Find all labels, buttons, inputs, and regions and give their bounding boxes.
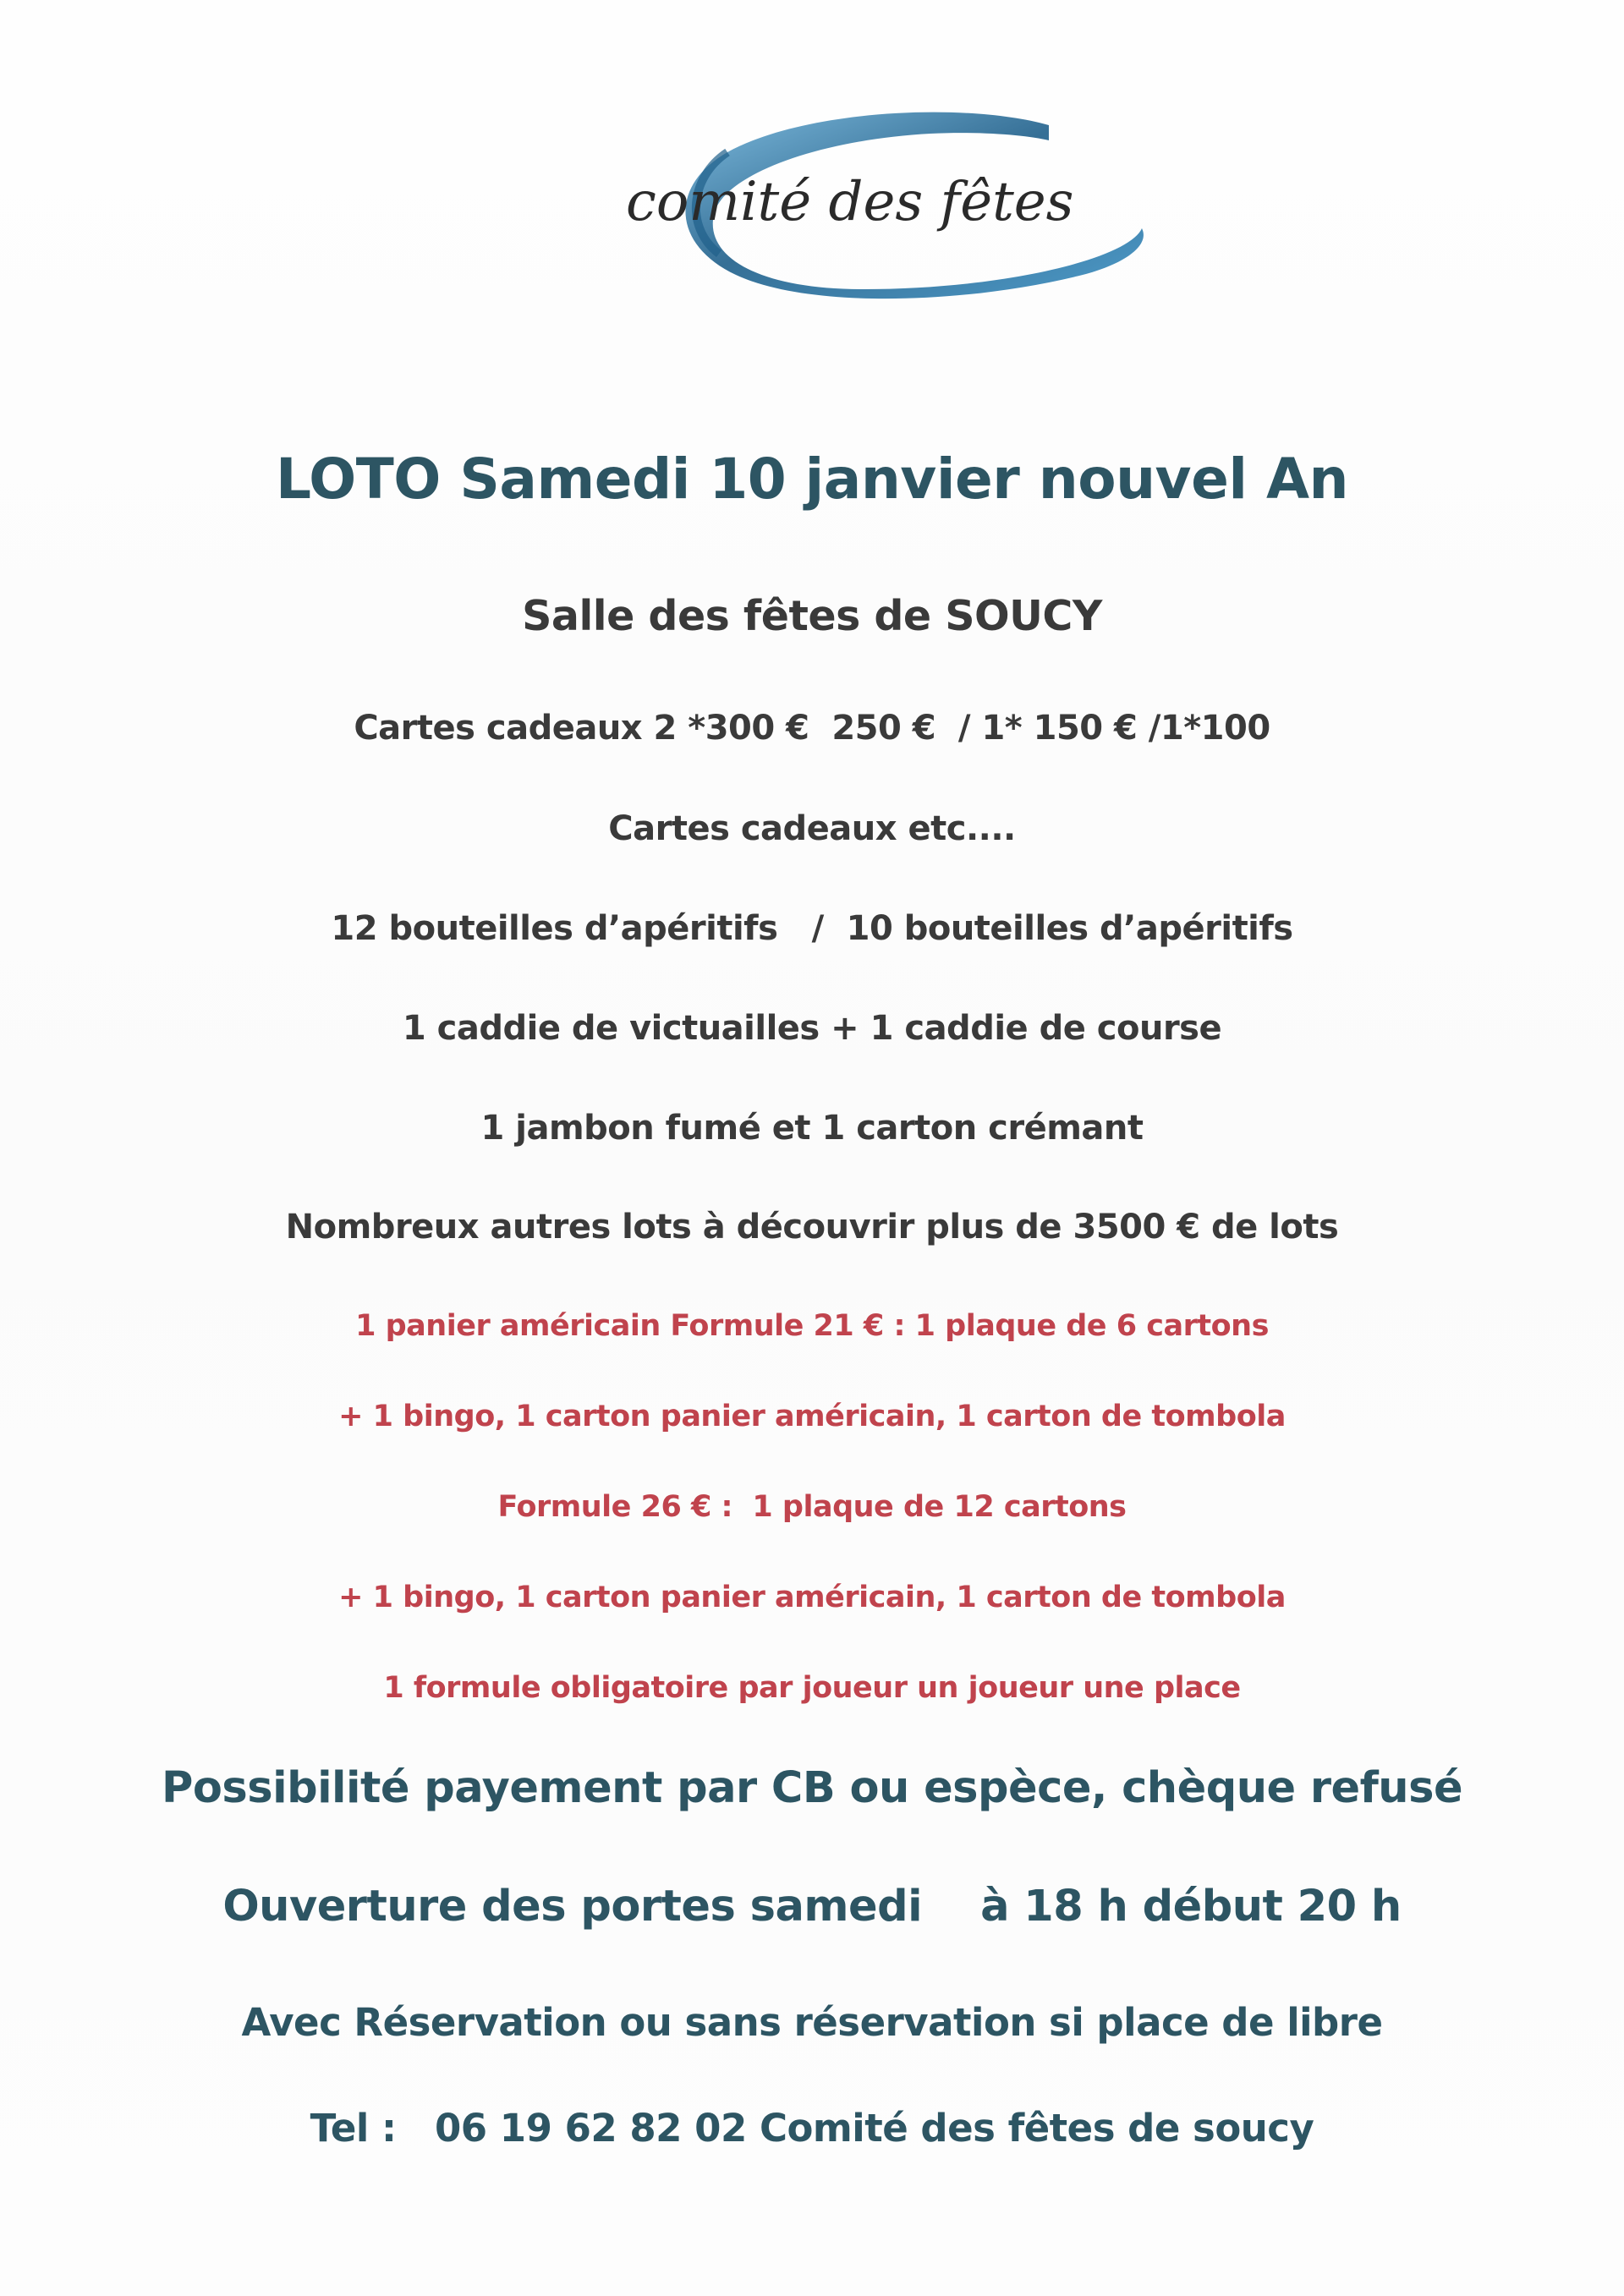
opening-hours: Ouverture des portes samedi à 18 h début 20 h <box>222 1882 1402 1932</box>
contact-phone: Tel : 06 19 62 82 02 Comité des fêtes de soucy <box>310 2106 1314 2151</box>
formula-line: + 1 bingo, 1 carton panier américain, 1 carton de tombola <box>338 1581 1286 1614</box>
event-venue: Salle des fêtes de SOUCY <box>522 592 1102 640</box>
prize-line: Cartes cadeaux etc.... <box>608 809 1016 848</box>
logo-text: comité des fêtes <box>626 171 1074 233</box>
prize-line: Cartes cadeaux 2 *300 € 250 € / 1* 150 € /1*100 <box>354 709 1270 748</box>
formula-line: + 1 bingo, 1 carton panier américain, 1 carton de tombola <box>338 1400 1286 1433</box>
comite-des-fetes-logo <box>609 101 1184 321</box>
formula-line: 1 panier américain Formule 21 € : 1 plaque de 6 cartons <box>355 1309 1269 1343</box>
prize-line: 1 jambon fumé et 1 carton crémant <box>480 1109 1144 1148</box>
prize-line: 1 caddie de victuailles + 1 caddie de course <box>402 1009 1222 1048</box>
payment-info: Possibilité payement par CB ou espèce, chèque refusé <box>161 1763 1463 1813</box>
prize-line: 12 bouteilles d’apéritifs / 10 bouteilles d’apéritifs <box>331 909 1293 948</box>
formula-line: Formule 26 € : 1 plaque de 12 cartons <box>497 1490 1127 1524</box>
event-title: LOTO Samedi 10 janvier nouvel An <box>275 447 1349 512</box>
reservation-info: Avec Réservation ou sans réservation si place de libre <box>241 2000 1383 2045</box>
formula-line: 1 formule obligatoire par joueur un joueur une place <box>383 1671 1241 1705</box>
prize-line: Nombreux autres lots à découvrir plus de 3500 € de lots <box>285 1208 1339 1247</box>
